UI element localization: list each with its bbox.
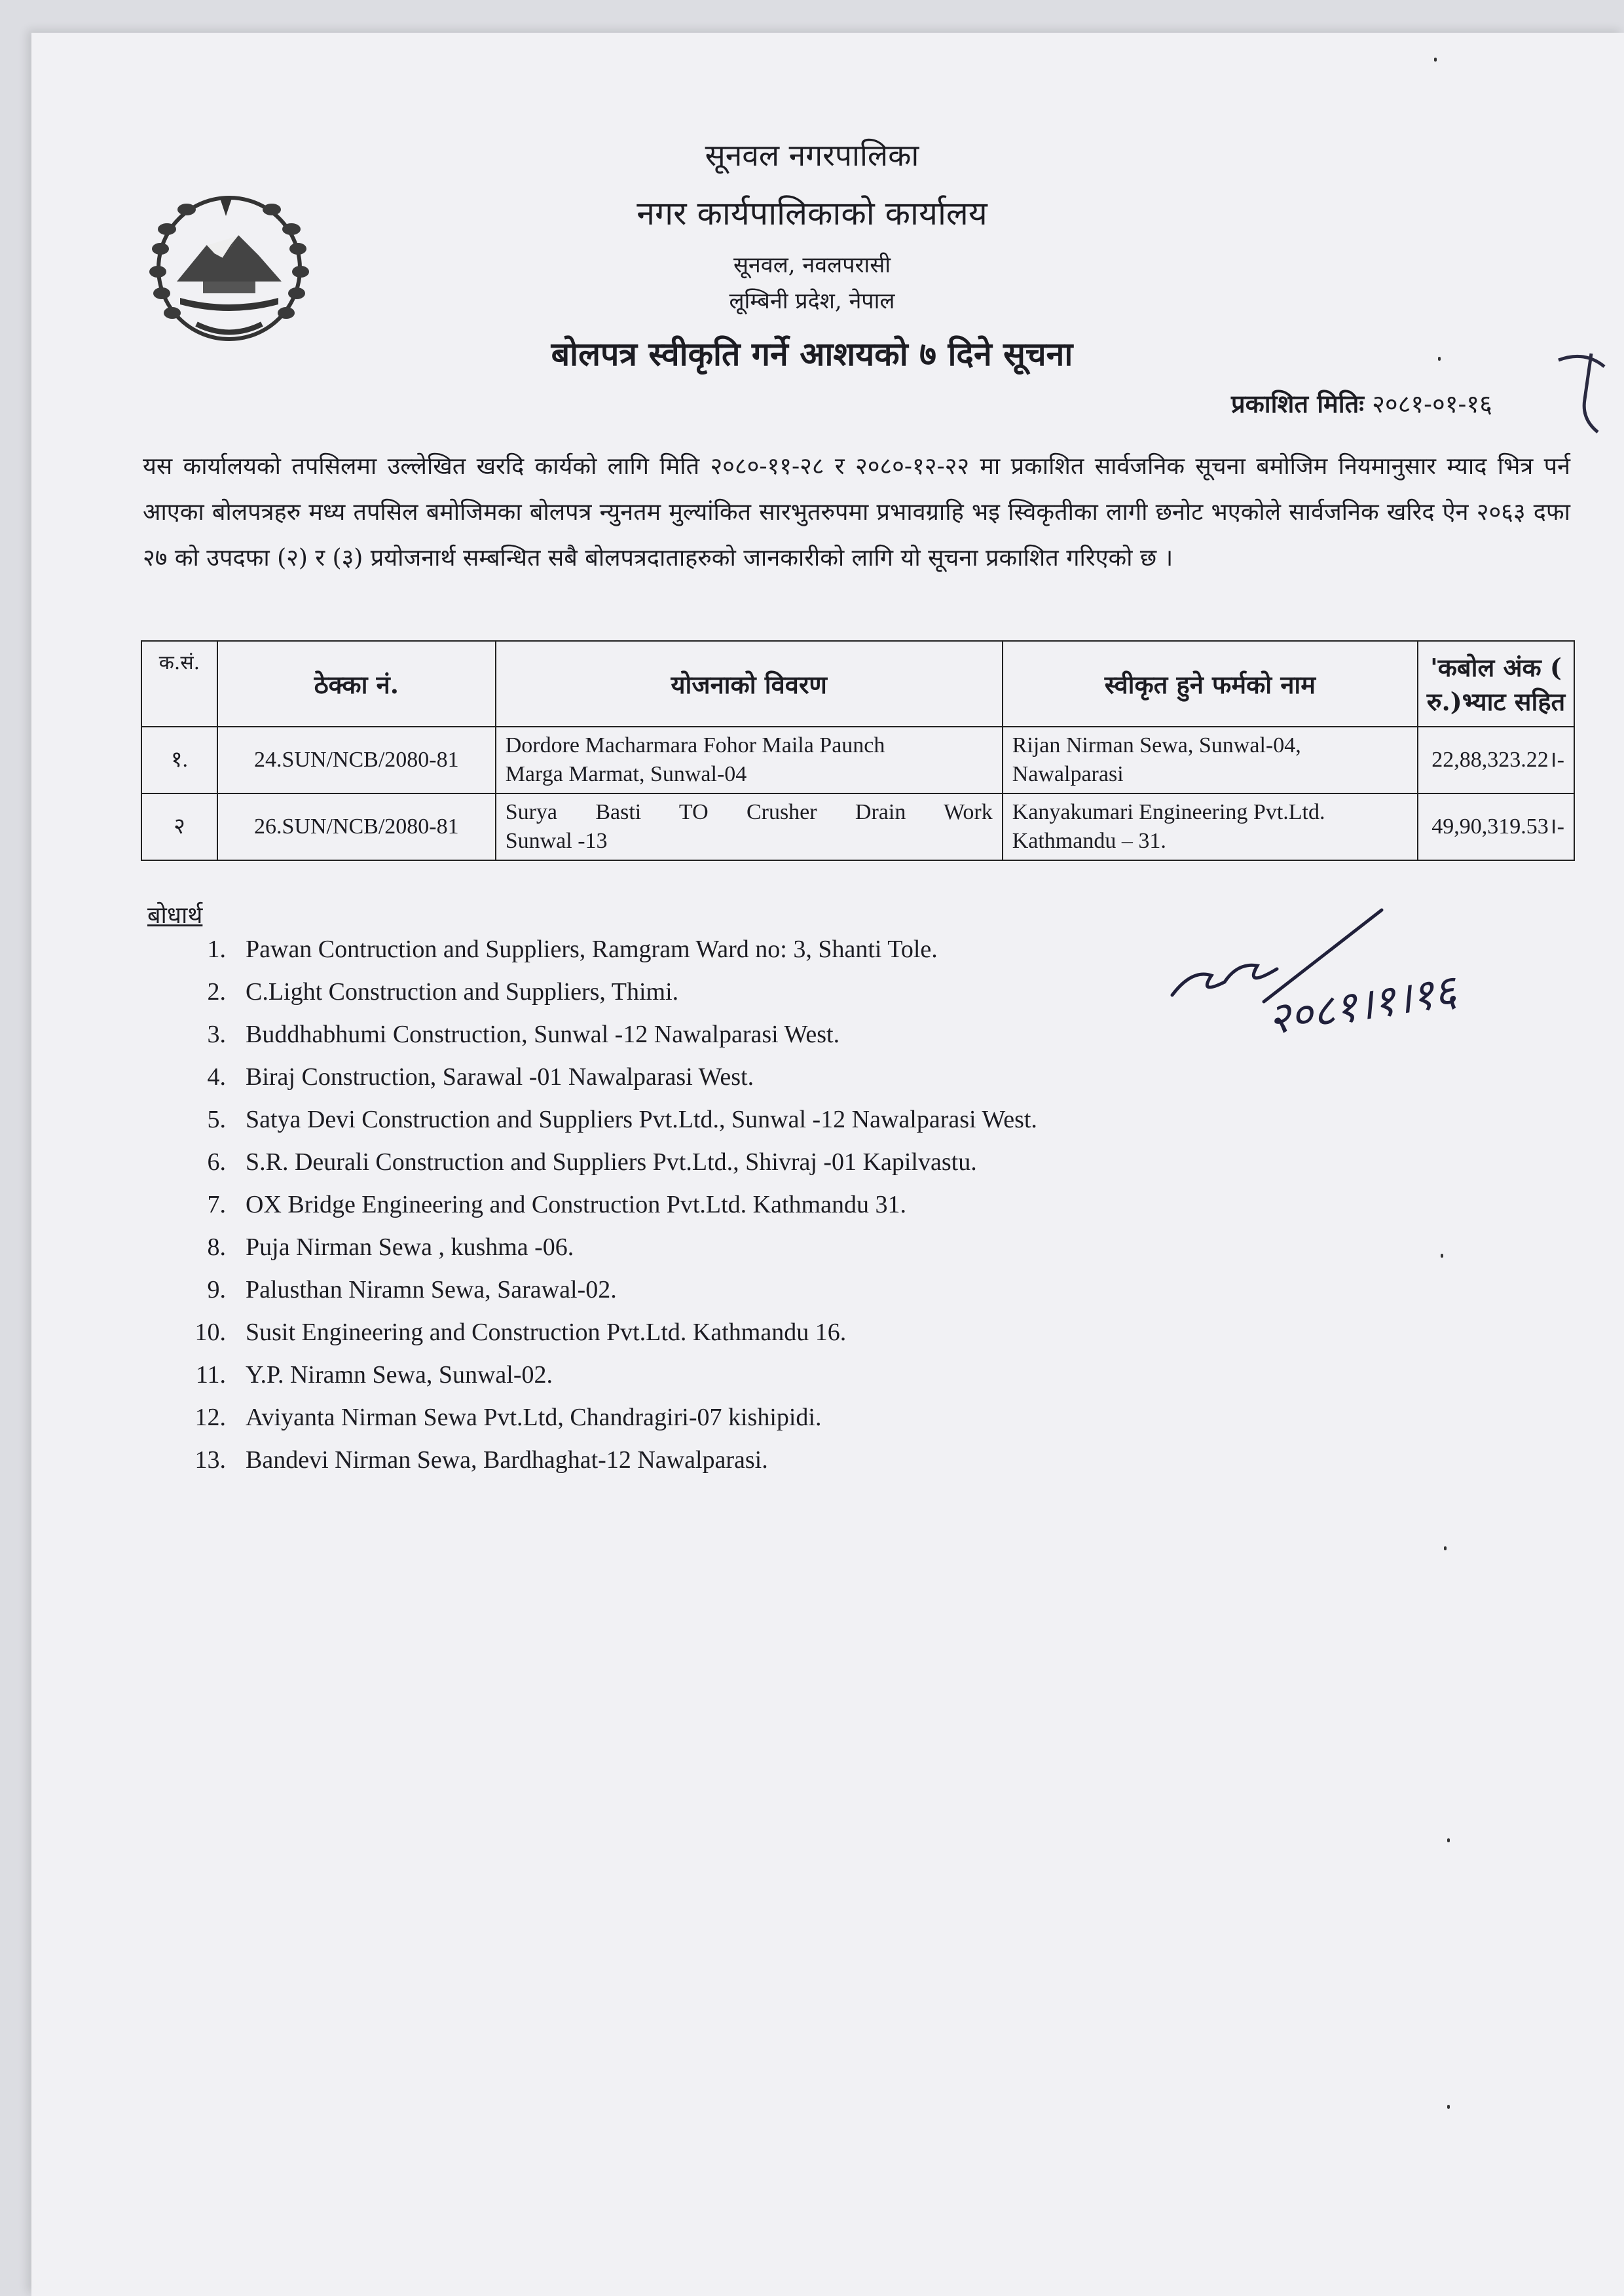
cell-description-line2: Sunwal -13 — [505, 829, 608, 853]
col-header-sn: क.सं. — [141, 641, 217, 727]
handwritten-date: २०८१।१।१६ — [1264, 965, 1460, 1045]
cell-firm — [1003, 727, 1418, 793]
list-item-number: 1. — [207, 936, 226, 963]
list-item-number: 11. — [195, 1361, 226, 1389]
handwritten-mark-icon — [1545, 347, 1624, 445]
list-item-text: OX Bridge Engineering and Construction Pvt.Ltd. Kathmandu 31. — [246, 1191, 906, 1218]
cell-firm-line1: Rijan Nirman Sewa, Sunwal-04, — [1012, 733, 1301, 757]
list-item-number: 7. — [207, 1191, 226, 1218]
handwritten-signature-icon — [1166, 897, 1506, 1054]
municipality-name: सूनवल नगरपालिका — [705, 137, 919, 173]
list-item-text: Palusthan Niramn Sewa, Sarawal-02. — [246, 1276, 617, 1303]
published-date-value: २०८१-०१-१६ — [1372, 390, 1492, 418]
scan-speck — [1444, 1546, 1447, 1550]
list-item-number: 5. — [207, 1106, 226, 1133]
office-province: लूम्बिनी प्रदेश, नेपाल — [729, 288, 895, 314]
scan-speck — [1438, 357, 1441, 361]
list-item-text: Y.P. Niramn Sewa, Sunwal-02. — [246, 1361, 553, 1389]
cell-firm-line1: Kanyakumari Engineering Pvt.Ltd. — [1012, 800, 1325, 824]
cell-description-line1: Dordore Macharmara Fohor Maila Paunch — [505, 733, 885, 757]
scan-speck — [1447, 1838, 1450, 1842]
col-header-amount — [1418, 641, 1574, 727]
list-item — [138, 1439, 1037, 1482]
list-item-number: 2. — [207, 978, 226, 1006]
list-item — [138, 1013, 1037, 1056]
office-name: नगर कार्यपालिकाको कार्यालय — [637, 194, 987, 232]
list-item-text: S.R. Deurali Construction and Suppliers Pvt.Ltd., Shivraj -01 Kapilvastu. — [246, 1148, 977, 1176]
list-item-text: Bandevi Nirman Sewa, Bardhaghat-12 Nawalparasi. — [246, 1446, 768, 1474]
table-header-row — [141, 641, 1574, 727]
list-item-text: Buddhabhumi Construction, Sunwal -12 Nawalparasi West. — [246, 1021, 840, 1048]
cell-sn: १. — [141, 727, 217, 793]
list-item-text: Pawan Contruction and Suppliers, Ramgram Ward no: 3, Shanti Tole. — [246, 936, 938, 963]
col-header-amount-line2: रु.)भ्याट सहित — [1426, 686, 1566, 716]
cell-amount: 49,90,319.53।- — [1418, 793, 1574, 860]
notice-title: बोलपत्र स्वीकृति गर्ने आशयको ७ दिने सूचना — [551, 335, 1073, 373]
list-item — [138, 1226, 1037, 1269]
list-item — [138, 1141, 1037, 1184]
cell-description-line2: Marga Marmat, Sunwal-04 — [505, 762, 747, 786]
list-item — [138, 928, 1037, 971]
list-item — [138, 1184, 1037, 1226]
list-item-number: 10. — [194, 1319, 226, 1346]
list-item-text: Puja Nirman Sewa , kushma -06. — [246, 1233, 574, 1261]
list-item — [138, 971, 1037, 1013]
table-row — [141, 793, 1574, 860]
list-item-number: 4. — [207, 1063, 226, 1091]
list-item-text: Susit Engineering and Construction Pvt.Ltd. Kathmandu 16. — [246, 1319, 847, 1346]
list-item-number: 8. — [207, 1233, 226, 1261]
cell-description — [496, 793, 1003, 860]
list-item — [138, 1099, 1037, 1141]
office-address: सूनवल, नवलपरासी — [733, 252, 891, 278]
cell-firm-line2: Nawalparasi — [1012, 762, 1124, 786]
list-item-number: 12. — [194, 1404, 226, 1431]
cell-contract-no: 24.SUN/NCB/2080-81 — [217, 727, 496, 793]
cell-description — [496, 727, 1003, 793]
list-item-number: 6. — [207, 1148, 226, 1176]
list-item — [138, 1354, 1037, 1396]
list-item-text: C.Light Construction and Suppliers, Thimi. — [246, 978, 679, 1006]
list-item-text: Biraj Construction, Sarawal -01 Nawalparasi West. — [246, 1063, 754, 1091]
col-header-firm: स्वीकृत हुने फर्मको नाम — [1003, 641, 1418, 727]
col-header-contract-no: ठेक्का नं. — [217, 641, 496, 727]
cell-contract-no: 26.SUN/NCB/2080-81 — [217, 793, 496, 860]
notice-body: यस कार्यालयको तपसिलमा उल्लेखित खरदि कार्यको लागि मिति २०८०-११-२८ र २०८०-१२-२२ मा प्रकाशित सार्वजनिक सूचना बमोजिम नियमानुसार म्याद भित्र पर्न आएका बोलपत्रहरु मध्य तपसिल बमोजिमका बोलपत्र न्युनतम मुल्यांकित सारभुतरुपमा प्रभावग्राहि भइ स्विकृतीका लागी छनोट भएकोले सार्वजनिक खरिद ऐन २०६३ दफा २७ को उपदफा (२) र (३) प्रयोजनार्थ सम्बन्धित सबै बोलपत्रदाताहरुको जानकारीको लागि यो सूचना प्रकाशित गरिएको छ । — [143, 453, 1570, 572]
list-item — [138, 1311, 1037, 1354]
cell-firm-line2: Kathmandu – 31. — [1012, 829, 1166, 853]
col-header-amount-line1: 'कबोल अंक ( — [1430, 652, 1562, 682]
cell-description-line1: Surya Basti TO Crusher Drain Work — [505, 800, 993, 824]
published-date — [1231, 386, 1492, 420]
scan-speck — [1434, 58, 1437, 62]
recipients-heading: बोधार्थ — [147, 902, 203, 929]
recipients-list — [138, 928, 1037, 1482]
scan-speck — [1441, 1254, 1443, 1258]
list-item — [138, 1269, 1037, 1311]
cell-amount: 22,88,323.22।- — [1418, 727, 1574, 793]
list-item-number: 9. — [207, 1276, 226, 1303]
list-item — [138, 1056, 1037, 1099]
award-table — [141, 640, 1575, 861]
list-item-text: Satya Devi Construction and Suppliers Pvt.Ltd., Sunwal -12 Nawalparasi West. — [246, 1106, 1037, 1133]
cell-firm — [1003, 793, 1418, 860]
list-item-number: 13. — [194, 1446, 226, 1474]
list-item-number: 3. — [207, 1021, 226, 1048]
cell-sn: २ — [141, 793, 217, 860]
list-item-text: Aviyanta Nirman Sewa Pvt.Ltd, Chandragiri-07 kishipidi. — [246, 1404, 822, 1431]
table-row — [141, 727, 1574, 793]
col-header-description: योजनाको विवरण — [496, 641, 1003, 727]
published-date-label: प्रकाशित मितिः — [1231, 389, 1364, 418]
scan-speck — [1447, 2105, 1450, 2109]
list-item — [138, 1396, 1037, 1439]
